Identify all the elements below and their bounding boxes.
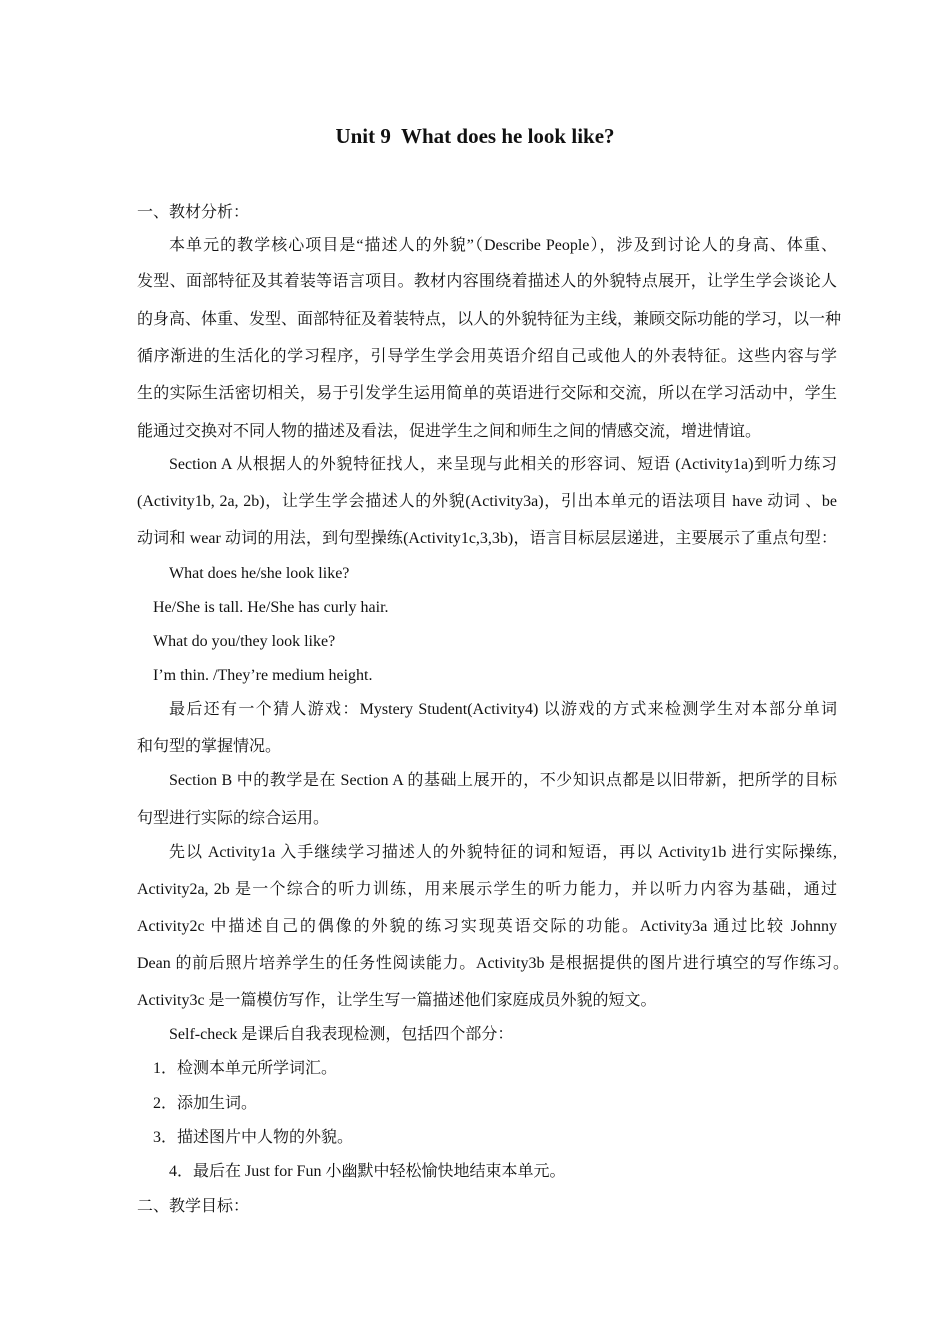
paragraph-line: 和句型的掌握情况。 xyxy=(137,738,282,755)
example-sentence: What do you/they look like? xyxy=(153,633,336,650)
paragraph-line: 循序渐进的生活化的学习程序，引导学生学会用英语介绍自己或他人的外表特征。这些内容与学 xyxy=(137,348,837,365)
list-item: 4．最后在 Just for Fun 小幽默中轻松愉快地结束本单元。 xyxy=(169,1163,566,1180)
paragraph-line: 的身高、体重、发型、面部特征及着装特点，以人的外貌特征为主线，兼顾交际功能的学习，以一种 xyxy=(137,311,842,328)
paragraph-line: 句型进行实际的综合运用。 xyxy=(137,810,330,827)
paragraph-line: Activity2c 中描述自己的偶像的外貌的练习实现英语交际的功能。Activity3a 通过比较 Johnny xyxy=(137,918,837,935)
paragraph-line: Activity2a, 2b 是一个综合的听力训练，用来展示学生的听力能力，并以听力内容为基础，通过 xyxy=(137,881,837,898)
paragraph-line: 先以 Activity1a 入手继续学习描述人的外貌特征的词和短语，再以 Activity1b 进行实际操练, xyxy=(169,844,837,861)
paragraph-line: 本单元的教学核心项目是“描述人的外貌”（Describe People），涉及到讨论人的身高、体重、 xyxy=(169,237,837,254)
paragraph-line: 生的实际生活密切相关，易于引发学生运用简单的英语进行交际和交流，所以在学习活动中，学生 xyxy=(137,385,837,402)
paragraph-line: 动词和 wear 动词的用法，到句型操练(Activity1c,3,3b)，语言目标层层递进，主要展示了重点句型： xyxy=(137,530,837,547)
paragraph-line: 最后还有一个猜人游戏：Mystery Student(Activity4) 以游戏的方式来检测学生对本部分单词 xyxy=(169,701,837,718)
example-sentence: What does he/she look like? xyxy=(169,565,350,582)
list-item: 3．描述图片中人物的外貌。 xyxy=(153,1129,354,1146)
paragraph-line: Section A 从根据人的外貌特征找人，来呈现与此相关的形容词、短语 (Activity1a)到听力练习 xyxy=(169,456,837,473)
page-title: Unit 9 What does he look like? xyxy=(335,124,615,148)
section-heading-1: 一、教材分析： xyxy=(137,204,250,221)
paragraph-line: Dean 的前后照片培养学生的任务性阅读能力。Activity3b 是根据提供的图片进行填空的写作练习。 xyxy=(137,955,849,972)
paragraph-line: 发型、面部特征及其着装等语言项目。教材内容围绕着描述人的外貌特点展开，让学生学会谈论人 xyxy=(137,273,837,290)
paragraph-line: (Activity1b, 2a, 2b)，让学生学会描述人的外貌(Activity3a)，引出本单元的语法项目 have 动词 、be xyxy=(137,493,837,510)
example-sentence: I’m thin. /They’re medium height. xyxy=(153,667,373,684)
list-item: 1．检测本单元所学词汇。 xyxy=(153,1060,338,1077)
paragraph-line: Self-check 是课后自我表现检测，包括四个部分： xyxy=(169,1026,514,1043)
section-heading-2: 二、教学目标： xyxy=(137,1198,250,1215)
example-sentence: He/She is tall. He/She has curly hair. xyxy=(153,599,389,616)
list-item: 2．添加生词。 xyxy=(153,1095,258,1112)
paragraph-line: Section B 中的教学是在 Section A 的基础上展开的，不少知识点都是以旧带新，把所学的目标 xyxy=(169,772,837,789)
paragraph-line: 能通过交换对不同人物的描述及看法，促进学生之间和师生之间的情感交流，增进情谊。 xyxy=(137,423,762,440)
paragraph-line: Activity3c 是一篇模仿写作，让学生写一篇描述他们家庭成员外貌的短文。 xyxy=(137,992,657,1009)
